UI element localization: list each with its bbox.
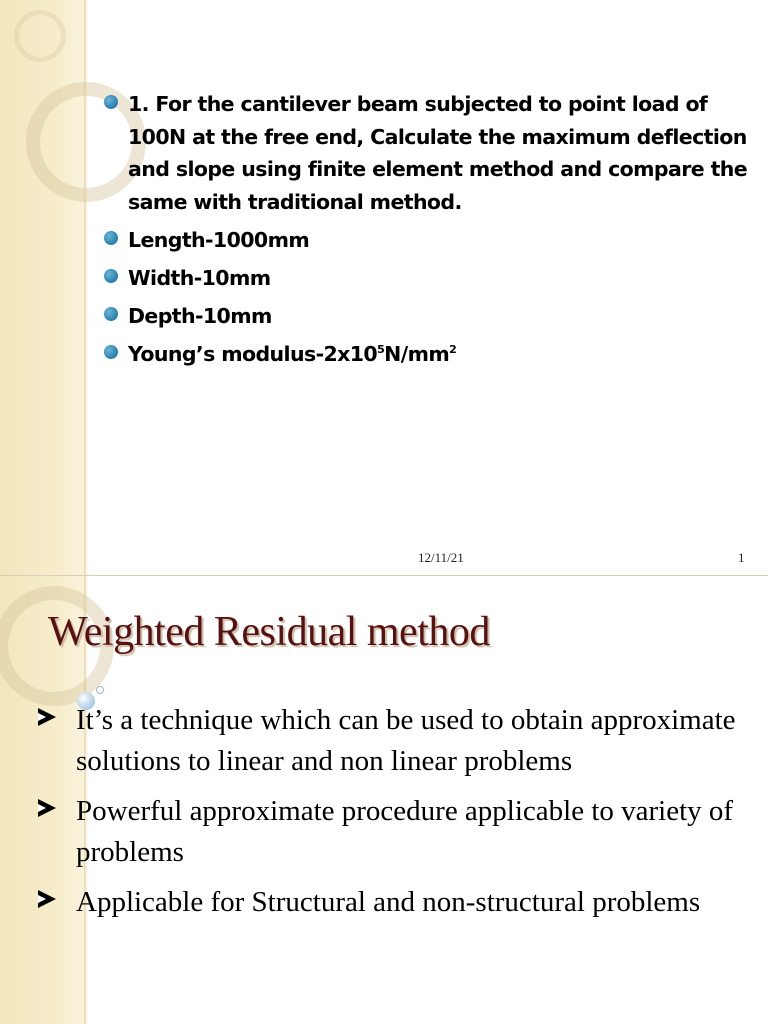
bullet-dot-icon xyxy=(104,231,118,245)
list-item-text: Powerful approximate procedure applicable to variety of problems xyxy=(76,795,734,868)
decorative-bubble-icon xyxy=(96,686,104,694)
arrow-bullet-icon xyxy=(38,708,56,726)
youngs-modulus-unit: N/mm xyxy=(384,342,450,366)
depth-spec: Depth-10mm xyxy=(128,304,272,328)
list-item xyxy=(104,88,754,218)
list-item-text: Applicable for Structural and non-structural problems xyxy=(76,886,701,918)
slide-number: 1 xyxy=(738,550,745,565)
problem-text: 1. For the cantilever beam subjected to point load of 100N at the free end, Calculate the maximum deflection and slope using finite element method and compare the same with traditional method. xyxy=(128,92,748,214)
list-item xyxy=(36,882,736,923)
bullet-dot-icon xyxy=(104,95,118,109)
slide-date: 12/11/21 xyxy=(418,550,464,565)
youngs-modulus-exponent: 5 xyxy=(377,343,385,357)
list-item xyxy=(104,300,754,332)
slide-title: Weighted Residual method xyxy=(48,609,490,655)
youngs-modulus-unit-exponent: 2 xyxy=(449,343,457,357)
bullet-dot-icon xyxy=(104,345,118,359)
list-item xyxy=(104,262,754,294)
arrow-bullet-icon xyxy=(38,890,56,908)
length-spec: Length-1000mm xyxy=(128,228,310,252)
list-item xyxy=(104,338,754,370)
bullet-dot-icon xyxy=(104,269,118,283)
list-item xyxy=(36,700,736,782)
youngs-modulus-prefix: Young’s modulus-2x10 xyxy=(128,342,378,366)
decorative-ring-icon xyxy=(14,10,66,62)
list-item xyxy=(104,224,754,256)
problem-statement-list xyxy=(104,88,754,376)
list-item-text: It’s a technique which can be used to obtain approximate solutions to linear and non linear problems xyxy=(76,704,736,777)
list-item xyxy=(36,791,736,873)
bullet-dot-icon xyxy=(104,307,118,321)
arrow-bullet-icon xyxy=(38,799,56,817)
width-spec: Width-10mm xyxy=(128,266,271,290)
method-description-list xyxy=(36,700,736,932)
slide-2 xyxy=(0,575,768,1024)
